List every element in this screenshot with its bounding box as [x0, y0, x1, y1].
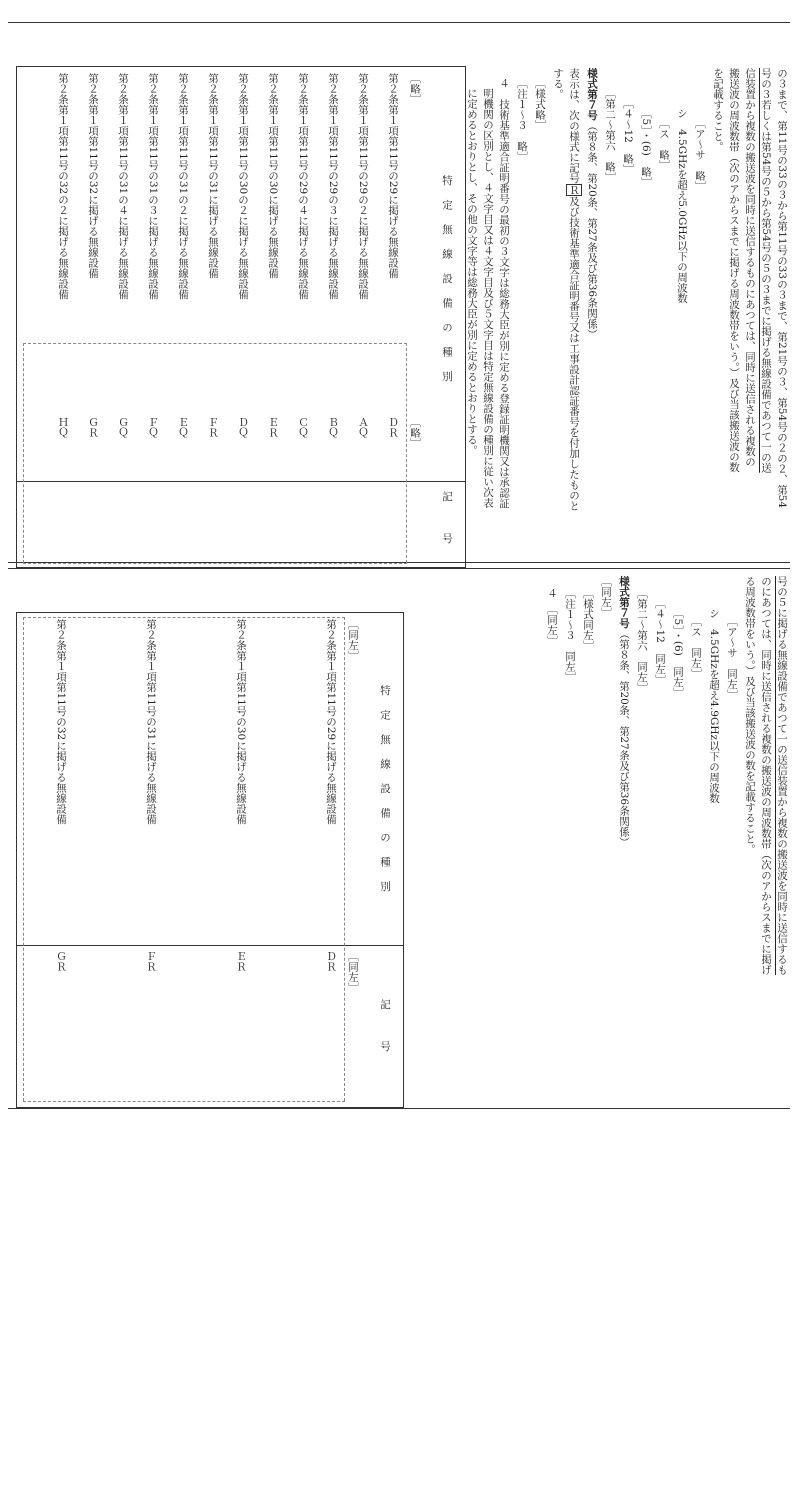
bottom-table-dash-right [344, 617, 345, 1101]
table-row-code: ＢＱ [327, 417, 339, 438]
table-row-code: ＧＲ [87, 417, 99, 438]
top-form-heading-line [586, 68, 598, 339]
top-table [16, 66, 466, 568]
table-row-code: ＥＲ [267, 417, 279, 438]
top-intro-line-2: 号の３若しくは第54号の５から第54号の５の３までに掲げる無線設備であつて一の送 [760, 68, 772, 473]
top-note-4-a: ４ 技術基準適合証明番号の最初の３文字は総務大臣が別に定める登録証明機関又は承認証 [498, 78, 510, 509]
bottom-table-dash-top [23, 617, 345, 618]
top-intro-line-1: の３まで、第11号の33の３から第11号の33の３まで、第21号の３、第54号の２の２、第54 [776, 68, 788, 509]
table-row-code: ＡＱ [357, 417, 369, 438]
bottom-note-4: ４ ［同左］ [546, 588, 558, 646]
revised-text-panel [0, 568, 798, 1106]
top-table-dash-right [406, 343, 407, 563]
table-row-type: 第２条第１項第11号の31の４に掲げる無線設備 [117, 73, 129, 300]
bottom-form-refs: （第８条、第20条、第27条及び第36条関係） [618, 628, 630, 848]
top-table-header-symbol: 記 号 [441, 491, 453, 544]
bottom-item-shi: シ 4.5GHzを超え4.9GHz以下の周波数 [708, 608, 720, 804]
table-row-code: ＧＲ [55, 951, 67, 972]
bottom-rule [8, 1108, 790, 1109]
bottom-form-omit: ［様式同左］ [582, 588, 594, 651]
bottom-item-a-sa: ［ア～サ 同左］ [726, 616, 738, 700]
top-table-omit-right: ［略］ [409, 417, 421, 449]
top-note-4-c: に定めるとおりとし、その他の文字等は総務大臣が別に定めるとおりとする。 [466, 88, 478, 456]
bottom-note-1-3: ［注１～３ 同左］ [564, 588, 576, 683]
bottom-item-4-12: ［４～12 同左］ [654, 598, 666, 685]
table-row-type: 第２条第１項第11号の32の２に掲げる無線設備 [57, 73, 69, 300]
table-row-code: ＤＲ [325, 951, 337, 972]
top-intro-line-5: を記載すること。 [712, 68, 724, 152]
top-intro-line-3: 信装置から複数の搬送波を同時に送信するものにあつては、同時に送信される複数の [744, 68, 756, 467]
table-row-type: 第２条第１項第11号の31の２に掲げる無線設備 [177, 73, 189, 300]
top-form-refs: （第８条、第20条、第27条及び第36条関係） [586, 120, 598, 340]
top-item-su: ［ス 略］ [658, 118, 670, 171]
table-row-type: 第２条第１項第11号の31に掲げる無線設備 [145, 619, 157, 825]
top-note-1-3: ［注１～３ 略］ [516, 78, 528, 162]
table-row-type: 第２条第１項第11号の32に掲げる無線設備 [87, 73, 99, 279]
table-row-type: 第２条第１項第11号の29の２に掲げる無線設備 [357, 73, 369, 300]
bottom-table-dash-left [23, 617, 24, 1101]
top-form-heading: 様式第７号 [586, 68, 598, 121]
table-row-code: ＤＲ [387, 417, 399, 438]
bottom-table-dash-bottom [23, 1101, 345, 1102]
bottom-table-omit-left: ［同左］ [347, 619, 359, 661]
top-note-4-b: 明機関の区別とし、４文字目又は４文字目及び５文字目は特定無線設備の種別に従い次表 [482, 88, 494, 508]
table-row-type: 第２条第１項第11号の31の３に掲げる無線設備 [147, 73, 159, 300]
top-form-desc-1: 表示は、次の様式に記号 [568, 68, 580, 184]
table-row-type: 第２条第１項第11号の29の３に掲げる無線設備 [327, 73, 339, 300]
bottom-table [16, 612, 404, 1108]
table-row-type: 第２条第１項第11号の29の４に掲げる無線設備 [297, 73, 309, 300]
bottom-table-header: 特定無線設備の種別 [379, 685, 391, 906]
table-row-type: 第２条第１項第11号の29に掲げる無線設備 [325, 619, 337, 825]
table-row-code: ＥＱ [177, 417, 189, 438]
bottom-intro-line-3: る周波数帯をいう。）及び当該搬送波の数を記載すること。 [744, 576, 756, 855]
top-intro-line-4: 搬送波の周波数帯（次のアからスまでに掲げる周波数帯をいう。）及び当該搬送波の数 [728, 68, 740, 473]
bottom-item-daini: ［第二～第六 同左］ [636, 588, 648, 693]
bottom-table-header-symbol: 記 号 [379, 999, 391, 1052]
top-item-daini: ［第二～第六 略］ [604, 88, 616, 183]
table-row-code: ＦＲ [145, 951, 157, 972]
top-form-desc-r: Ｒ [568, 184, 580, 195]
table-row-type: 第２条第１項第11号の30に掲げる無線設備 [235, 619, 247, 825]
bottom-form-heading-line [618, 576, 630, 847]
table-row-code: ＦＲ [207, 417, 219, 438]
top-form-desc-2: 及び技術基準適合証明番号又は工事設計認証番号を付加したものと [568, 196, 580, 511]
top-form-desc-line [568, 68, 580, 511]
top-item-a-sa: ［ア～サ 略］ [694, 118, 706, 192]
table-row-type: 第２条第１項第11号の32に掲げる無線設備 [55, 619, 67, 825]
table-row-type: 第２条第１項第11号の31に掲げる無線設備 [207, 73, 219, 279]
bottom-table-omit-right: ［同左］ [347, 951, 359, 993]
table-row-type: 第２条第１項第11号の30の２に掲げる無線設備 [237, 73, 249, 300]
top-table-omit-left: ［略］ [409, 73, 421, 105]
table-row-type: 第２条第１項第11号の30に掲げる無線設備 [267, 73, 279, 279]
table-row-code: ＦＱ [147, 417, 159, 438]
bottom-form-heading: 様式第７号 [618, 576, 630, 629]
bottom-intro-line-2: のにあつては、同時に送信される複数の搬送波の周波数帯（次のアからスまでに掲げ [760, 576, 772, 975]
table-row-code: ＨＱ [57, 417, 69, 438]
bottom-item-su: ［ス 同左］ [690, 616, 702, 679]
table-row-code: ＧＱ [117, 417, 129, 438]
top-item-4-12: ［４～12 略］ [622, 98, 634, 175]
top-item-5-6: ［5］・(6) 略］ [640, 108, 652, 188]
table-row-code: ＣＱ [297, 417, 309, 438]
bottom-intro-line-1: 号の５に掲げる無線設備であつて一の送信装置から複数の搬送波を同時に送信するも [776, 576, 788, 975]
top-item-shi: シ 4.5GHzを超え5.0GHz以下の周波数 [676, 108, 688, 304]
top-table-header: 特定無線設備の種別 [441, 175, 453, 396]
table-row-type: 第２条第１項第11号の29に掲げる無線設備 [387, 73, 399, 279]
bottom-item-5-6: ［5］・(6) 同左］ [672, 608, 684, 698]
top-form-omit: ［様式略］ [534, 78, 546, 131]
table-row-code: ＥＲ [235, 951, 247, 972]
top-form-desc-3: する。 [552, 68, 564, 100]
bottom-same-left: ［同左］ [600, 576, 612, 618]
top-table-dash-left [23, 343, 24, 563]
current-text-panel [0, 22, 798, 560]
table-row-code: ＤＱ [237, 417, 249, 438]
